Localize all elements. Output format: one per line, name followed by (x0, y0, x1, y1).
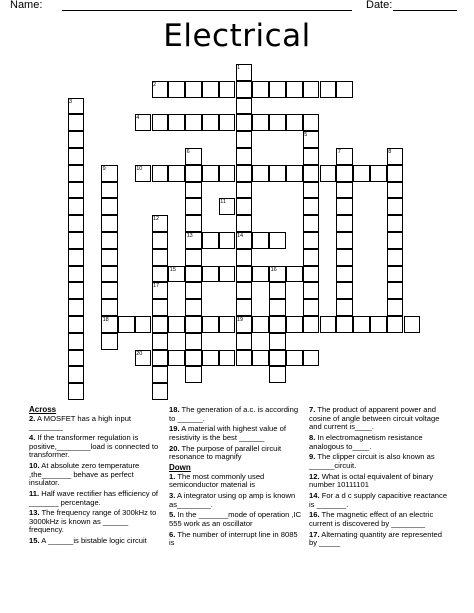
clue-across-2: 2. A MOSFET has a high input ________ (29, 413, 132, 432)
clue-number: 11 (220, 199, 226, 206)
grid-cell[interactable] (118, 316, 135, 333)
grid-cell[interactable] (236, 299, 253, 316)
grid-cell[interactable] (185, 114, 202, 131)
grid-cell[interactable] (101, 266, 118, 283)
grid-cell[interactable] (68, 148, 85, 165)
grid-cell[interactable] (303, 316, 320, 333)
grid-cell[interactable] (68, 249, 85, 266)
grid-cell[interactable] (286, 165, 303, 182)
grid-cell[interactable] (303, 282, 320, 299)
grid-cell[interactable] (387, 232, 404, 249)
grid-cell[interactable] (303, 232, 320, 249)
grid-cell[interactable] (236, 182, 253, 199)
grid-cell[interactable] (101, 333, 118, 350)
grid-cell[interactable] (202, 81, 219, 98)
grid-cell[interactable] (286, 114, 303, 131)
clue-number: 10 (136, 165, 143, 172)
grid-cell[interactable] (303, 299, 320, 316)
grid-cell[interactable] (202, 316, 219, 333)
grid-cell[interactable] (219, 266, 236, 283)
grid-cell[interactable] (336, 266, 353, 283)
grid-cell[interactable] (135, 316, 152, 333)
grid-cell[interactable] (353, 316, 370, 333)
grid-cell[interactable] (152, 350, 169, 367)
grid-cell[interactable] (68, 198, 85, 215)
down-heading: Down (169, 463, 191, 473)
grid-cell[interactable] (252, 316, 269, 333)
clue-across-15: 15. A ______is bistable logic circuit (29, 536, 147, 546)
grid-cell[interactable] (68, 299, 85, 316)
grid-cell[interactable] (320, 165, 337, 182)
clue-down-6: 6. The number of interrupt line in 8085 is (169, 529, 298, 548)
grid-cell[interactable] (202, 114, 219, 131)
grid-cell[interactable] (303, 215, 320, 232)
grid-cell[interactable] (168, 114, 185, 131)
grid-cell[interactable] (387, 282, 404, 299)
grid-cell[interactable] (101, 182, 118, 199)
grid-cell[interactable] (303, 266, 320, 283)
grid-cell[interactable] (336, 182, 353, 199)
grid-cell[interactable] (236, 165, 253, 182)
grid-cell[interactable] (202, 350, 219, 367)
grid-cell[interactable] (236, 350, 253, 367)
grid-cell[interactable] (152, 249, 169, 266)
grid-cell[interactable] (68, 316, 85, 333)
grid-cell[interactable] (303, 198, 320, 215)
grid-cell[interactable] (152, 114, 169, 131)
grid-cell[interactable] (387, 182, 404, 199)
grid-cell[interactable] (269, 114, 286, 131)
clue-number: 12 (153, 216, 160, 223)
clue-across-11: 11. Half wave rectifier has efficiency of _______ percentage. (29, 488, 159, 507)
clue-number: 4 (136, 115, 140, 122)
grid-cell[interactable] (101, 198, 118, 215)
clue-down-8: 8. In electromagnetism resistance analogous to____. (309, 432, 423, 451)
grid-cell[interactable] (269, 333, 286, 350)
clue-number: 7 (337, 149, 341, 155)
grid-cell[interactable] (252, 114, 269, 131)
grid-cell[interactable] (152, 165, 169, 182)
grid-cell[interactable] (185, 198, 202, 215)
grid-cell[interactable] (236, 114, 253, 131)
clue-down-17: 17. Alternating quantity are represented by _____ (309, 529, 442, 548)
name-label: Name: (10, 0, 43, 11)
grid-cell[interactable] (152, 299, 169, 316)
grid-cell[interactable] (219, 165, 236, 182)
grid-cell[interactable] (252, 232, 269, 249)
grid-cell[interactable] (68, 282, 85, 299)
grid-cell[interactable] (336, 232, 353, 249)
grid-cell[interactable] (202, 266, 219, 283)
clue-number: 5 (304, 132, 308, 139)
grid-cell[interactable] (68, 114, 85, 131)
clue-number: 6 (186, 149, 190, 155)
clue-number: 15 (169, 266, 176, 273)
grid-cell[interactable] (236, 333, 253, 350)
grid-cell[interactable] (303, 350, 320, 367)
clue-down-9: 9. The clipper circuit is also known as ______circuit. (309, 452, 435, 470)
date-label: Date: (366, 0, 393, 11)
clue-across-4: 4. If the transformer regulation is positive,________load is connected to transformer. (29, 432, 159, 460)
grid-cell[interactable] (336, 81, 353, 98)
grid-cell[interactable] (236, 249, 253, 266)
clue-number: 9 (102, 165, 106, 172)
grid-cell[interactable] (387, 316, 404, 333)
grid-cell[interactable] (387, 266, 404, 283)
grid-cell[interactable] (236, 282, 253, 299)
clues-column-2 (169, 406, 303, 550)
grid-cell[interactable] (303, 165, 320, 182)
grid-cell[interactable] (269, 232, 286, 249)
clues-column-1 (29, 406, 163, 548)
grid-cell[interactable] (68, 131, 85, 148)
grid-cell[interactable] (370, 316, 387, 333)
grid-cell[interactable] (168, 165, 185, 182)
grid-cell[interactable] (336, 299, 353, 316)
grid-cell[interactable] (152, 232, 169, 249)
grid-cell[interactable] (236, 148, 253, 165)
grid-cell[interactable] (152, 316, 169, 333)
grid-cell[interactable] (303, 148, 320, 165)
grid-cell[interactable] (252, 266, 269, 283)
grid-cell[interactable] (219, 114, 236, 131)
clue-number: 18 (102, 317, 109, 323)
grid-cell[interactable] (101, 282, 118, 299)
grid-cell[interactable] (68, 350, 85, 367)
clue-down-3: 3. A integrator using op amp is known as________. (169, 491, 296, 509)
grid-cell[interactable] (336, 282, 353, 299)
clue-across-20: 20. The purpose of parallel circuit resonance to magnify (169, 443, 282, 462)
clue-down-14: 14. For a d c supply capacitive reactance is _______. (309, 491, 448, 509)
grid-cell[interactable] (219, 350, 236, 367)
grid-cell[interactable] (387, 198, 404, 215)
grid-cell[interactable] (185, 333, 202, 350)
grid-cell[interactable] (68, 266, 85, 283)
clue-across-13: 13. The frequency range of 300kHz to 3000kHz is known as ______ frequency. (29, 508, 157, 535)
clue-number: 17 (153, 283, 160, 290)
grid-cell[interactable] (286, 316, 303, 333)
across-heading: Across (29, 405, 57, 414)
clue-across-19: 19. A material with highest value of resistivity is the best ______ (169, 424, 286, 442)
grid-cell[interactable] (68, 333, 85, 350)
grid-cell[interactable] (336, 316, 353, 333)
grid-cell[interactable] (68, 232, 85, 249)
grid-cell[interactable] (387, 165, 404, 182)
clue-number: 2 (153, 81, 157, 88)
grid-cell[interactable] (202, 232, 219, 249)
grid-cell[interactable] (236, 215, 253, 232)
grid-cell[interactable] (236, 98, 253, 115)
grid-cell[interactable] (185, 299, 202, 316)
clue-number: 8 (388, 149, 392, 155)
grid-cell[interactable] (269, 366, 286, 383)
grid-cell[interactable] (101, 299, 118, 316)
grid-cell[interactable] (286, 350, 303, 367)
clue-number: 20 (136, 350, 143, 357)
grid-cell[interactable] (219, 81, 236, 98)
grid-cell[interactable] (269, 81, 286, 98)
grid-cell[interactable] (101, 232, 118, 249)
grid-cell[interactable] (68, 366, 85, 383)
grid-cell[interactable] (269, 282, 286, 299)
grid-cell[interactable] (353, 165, 370, 182)
grid-cell[interactable] (252, 350, 269, 367)
grid-cell[interactable] (236, 81, 253, 98)
grid-cell[interactable] (387, 215, 404, 232)
grid-cell[interactable] (336, 165, 353, 182)
grid-cell[interactable] (269, 316, 286, 333)
grid-cell[interactable] (320, 316, 337, 333)
grid-cell[interactable] (269, 350, 286, 367)
grid-cell[interactable] (168, 350, 185, 367)
grid-cell[interactable] (336, 215, 353, 232)
grid-cell[interactable] (269, 299, 286, 316)
grid-cell[interactable] (387, 299, 404, 316)
grid-cell[interactable] (303, 81, 320, 98)
grid-cell[interactable] (236, 266, 253, 283)
grid-cell[interactable] (219, 316, 236, 333)
grid-cell[interactable] (236, 131, 253, 148)
page-title: Electrical (163, 18, 311, 54)
grid-cell[interactable] (303, 182, 320, 199)
clue-number: 14 (237, 233, 244, 239)
clue-number: 3 (69, 98, 73, 105)
grid-cell[interactable] (168, 81, 185, 98)
clue-across-18: 18. The generation of a.c. is according to ______. (169, 405, 299, 423)
clues-column-3 (309, 406, 449, 550)
grid-cell[interactable] (286, 81, 303, 98)
grid-cell[interactable] (370, 165, 387, 182)
grid-cell[interactable] (252, 165, 269, 182)
clue-down-12: 12. What is octal equivalent of binary number 10111101 (309, 471, 434, 490)
clue-down-16: 16. The magnetic effect of an electric current is discovered by ________ (309, 510, 434, 529)
grid-cell[interactable] (168, 316, 185, 333)
clue-number: 16 (270, 266, 277, 273)
grid-cell[interactable] (269, 165, 286, 182)
grid-cell[interactable] (336, 249, 353, 266)
grid-cell[interactable] (68, 182, 85, 199)
grid-cell[interactable] (185, 282, 202, 299)
clue-down-7: 7. The product of apparent power and cosine of angle between circuit voltage and current is____. (309, 405, 440, 432)
grid-cell[interactable] (185, 366, 202, 383)
grid-cell[interactable] (152, 333, 169, 350)
grid-cell[interactable] (185, 266, 202, 283)
clue-number: 1 (237, 65, 241, 71)
grid-cell[interactable] (320, 81, 337, 98)
grid-cell[interactable] (101, 249, 118, 266)
grid-cell[interactable] (185, 249, 202, 266)
grid-cell[interactable] (387, 249, 404, 266)
grid-cell[interactable] (152, 266, 169, 283)
grid-cell[interactable] (185, 182, 202, 199)
clue-across-10: 10. At absolute zero temperature ,the_______ behave as perfect insulator. (29, 460, 140, 488)
grid-cell[interactable] (68, 383, 85, 400)
grid-cell[interactable] (185, 165, 202, 182)
grid-cell[interactable] (185, 316, 202, 333)
grid-cell[interactable] (303, 114, 320, 131)
clue-down-1: 1. The most commonly used semiconductor material is (169, 471, 265, 490)
grid-cell[interactable] (202, 165, 219, 182)
grid-cell[interactable] (101, 215, 118, 232)
grid-cell[interactable] (219, 232, 236, 249)
clue-down-5: 5. In the _______mode of operation ,IC 555 work as an oscillator (169, 510, 302, 529)
grid-cell[interactable] (236, 198, 253, 215)
grid-cell[interactable] (152, 383, 169, 400)
grid-cell[interactable] (286, 266, 303, 283)
grid-cell[interactable] (303, 249, 320, 266)
grid-cell[interactable] (336, 198, 353, 215)
grid-cell[interactable] (185, 215, 202, 232)
clue-number: 13 (186, 233, 193, 239)
grid-cell[interactable] (68, 215, 85, 232)
grid-cell[interactable] (68, 165, 85, 182)
grid-cell[interactable] (185, 350, 202, 367)
grid-cell[interactable] (252, 81, 269, 98)
clue-number: 19 (237, 317, 244, 323)
grid-cell[interactable] (152, 366, 169, 383)
grid-cell[interactable] (185, 81, 202, 98)
grid-cell[interactable] (404, 316, 421, 333)
